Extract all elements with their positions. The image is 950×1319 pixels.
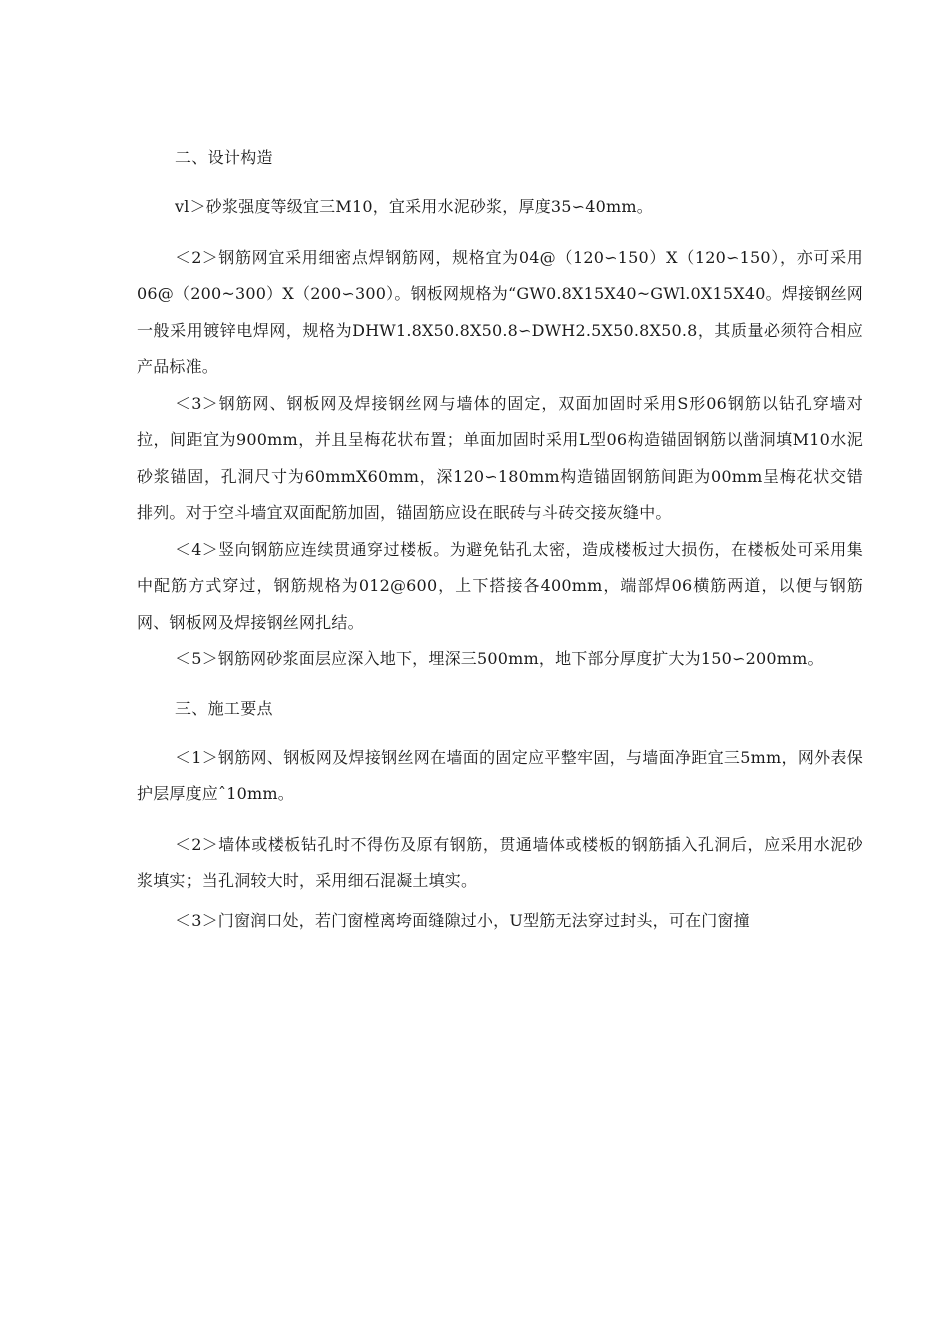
paragraph-mortar-depth: ＜5＞钢筋网砂浆面层应深入地下，埋深三500mm，地下部分厚度扩大为150∽200mm。 [175,649,824,668]
section-heading-construction: 三、施工要点 [175,698,273,718]
spacer [137,226,863,240]
paragraph-steel-mesh: ＜2＞钢筋网宜采用细密点焊钢筋网，规格宜为04@（120∽150）X（120∽150），亦可采用06@（200~300）X（200∽300）。钢板网规格为“GW0.8X15X40~GWl.0X15X40。焊接钢丝网一般采用镀锌电焊网，规格为DHW1.8X50.8X50.8∽DWH2.5X50.8X50.8，其质量必须符合相应产品标准。 [137,247,863,376]
spacer [137,813,863,827]
paragraph-mesh-fixing: ＜3＞钢筋网、钢板网及焊接钢丝网与墙体的固定，双面加固时采用S形06钢筋以钻孔穿墙对拉，间距宜为900mm，并且呈梅花状布置；单面加固时采用L型06构造锚固钢筋以凿洞填M10水泥砂浆锚固，孔洞尺寸为60mmX60mm，深120∽180mm构造锚固钢筋间距为00mm呈梅花状交错排列。对于空斗墙宜双面配筋加固，锚固筋应设在眠砖与斗砖交接灰缝中。 [137,393,863,522]
document-body [137,140,863,939]
paragraph-vertical-rebar: ＜4＞竖向钢筋应连续贯通穿过楼板。为避免钻孔太密，造成楼板过大损伤，在楼板处可采用集中配筋方式穿过，钢筋规格为012@600，上下搭接各400mm，端部焊06横筋两道，以便与钢筋网、钢板网及焊接钢丝网扎结。 [137,539,863,632]
paragraph-mortar-strength: vl＞砂浆强度等级宜三M10，宜采用水泥砂浆，厚度35∽40mm。 [175,197,653,216]
spacer [137,727,863,740]
spacer [137,678,863,691]
paragraph-drilling: ＜2＞墙体或楼板钻孔时不得伤及原有钢筋，贯通墙体或楼板的钢筋插入孔洞后，应采用水泥砂浆填实；当孔洞较大时，采用细石混凝土填实。 [137,834,863,890]
paragraph-fixing-flatness: ＜1＞钢筋网、钢板网及焊接钢丝网在墙面的固定应平整牢固，与墙面净距宜三5mm，网外表保护层厚度应ˆ10mm。 [137,747,863,803]
paragraph-door-window: ＜3＞门窗润口处，若门窗樘离垮面缝隙过小，U型筋无法穿过封头，可在门窗撞 [175,910,750,930]
spacer [137,176,863,189]
section-heading-design: 二、设计构造 [175,148,273,167]
